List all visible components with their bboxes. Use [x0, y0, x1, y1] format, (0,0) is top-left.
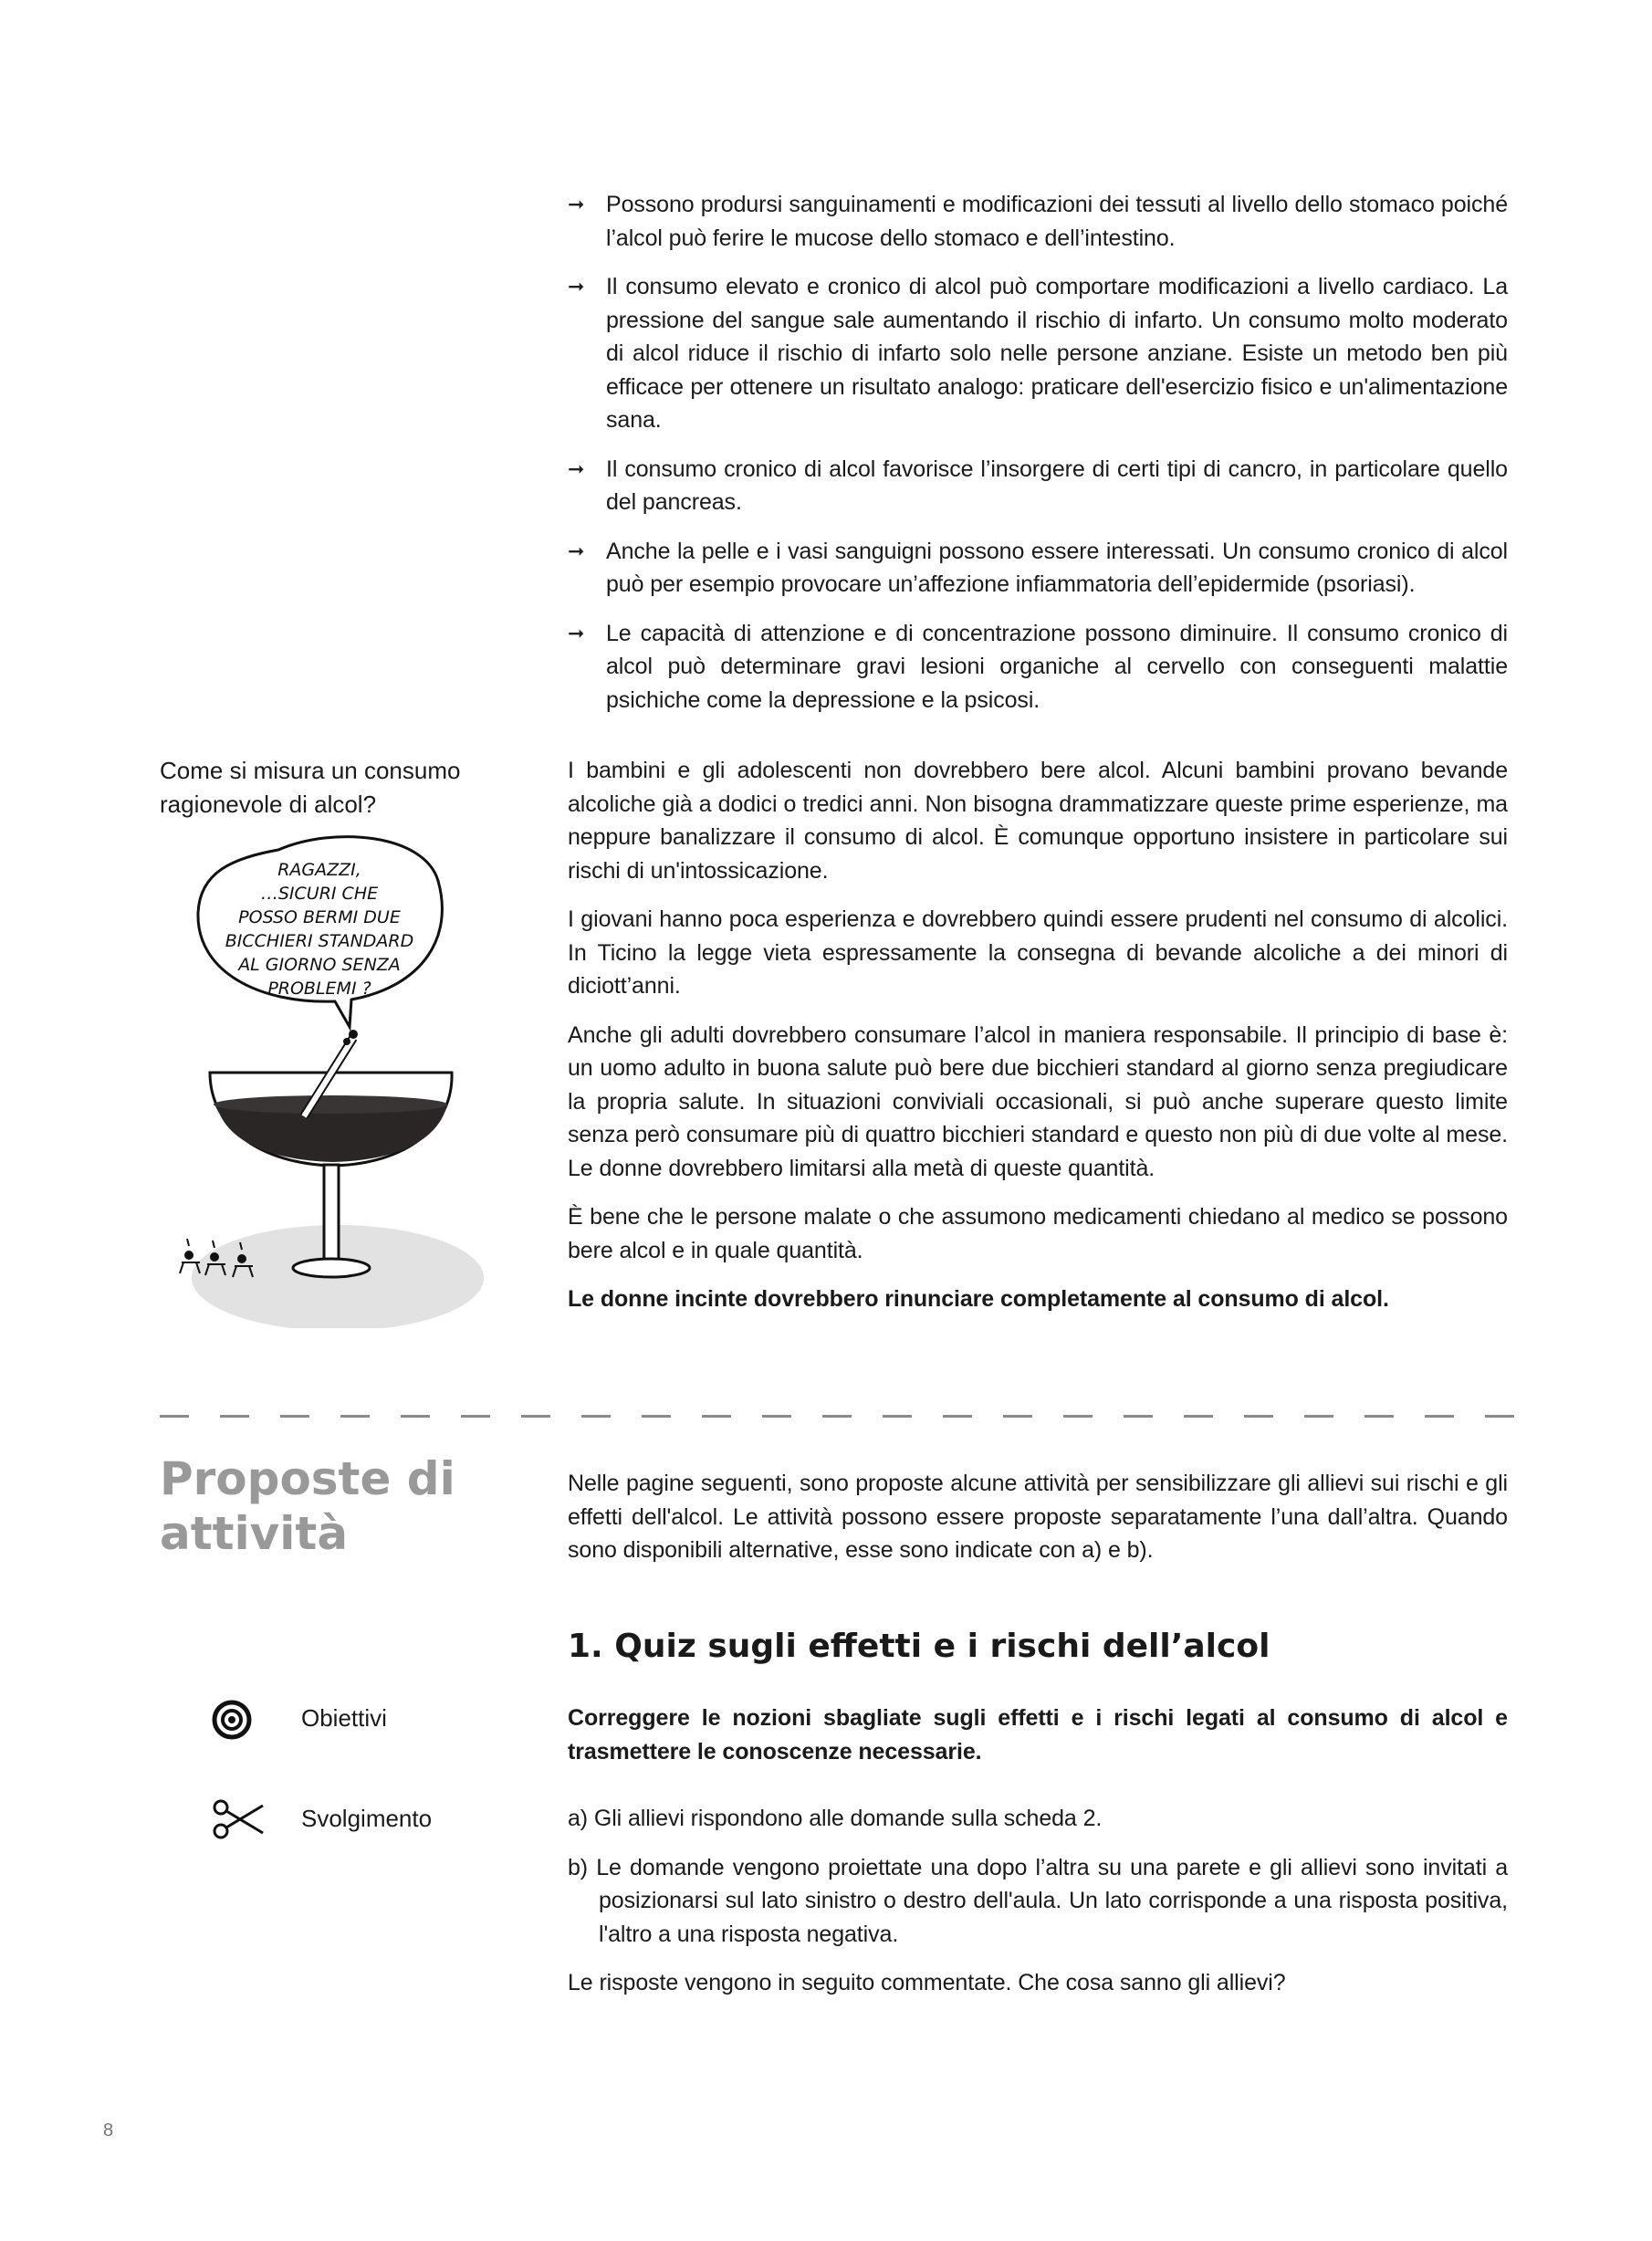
- objectives-label: Obiettivi: [301, 1704, 387, 1732]
- speech-line: PROBLEMI ?: [267, 979, 371, 999]
- page-number: 8: [103, 2121, 114, 2141]
- paragraph: I bambini e gli adolescenti non dovrebbero bere alcol. Alcuni bambini provano bevande alcoliche già a dodici o tredici anni. Non bisogna drammatizzare queste prime esperienze, ma neppure banalizzare il consumo di alcol. È comunque opportuno insistere in particolare sui rischi di un'intossicazione.: [568, 758, 1508, 884]
- bullet-item: ➞ Possono prodursi sanguinamenti e modificazioni dei tessuti al livello dello stomaco poiché l’alcol può ferire le mucose dello stomaco e dell’intestino.: [568, 188, 1508, 255]
- cartoon-illustration: [160, 826, 488, 1328]
- procedure-label: Svolgimento: [301, 1805, 433, 1832]
- arrow-icon: ➞: [568, 193, 585, 215]
- paragraph: È bene che le persone malate o che assumono medicamenti chiedano al medico se possono bere alcol e in quale quantità.: [568, 1204, 1508, 1263]
- target-icon: [212, 1700, 252, 1740]
- arrow-icon: ➞: [568, 275, 585, 298]
- bullet-item: ➞ Anche la pelle e i vasi sanguigni possono essere interessati. Un consumo cronico di alcol può per esempio provocare un’affezione infiammatoria dell’epidermide (psoriasi).: [568, 535, 1508, 602]
- paragraph: Anche gli adulti dovrebbero consumare l’alcol in maniera responsabile. Il principio di base è: un uomo adulto in buona salute può bere due bicchieri standard al giorno senza pregiudicare la propria salute. In situazioni conviviali occasionali, si può anche superare questo limite senza però consumare più di quattro bicchieri standard e questo non più di due volte al mese. Le donne dovrebbero limitarsi alla metà di queste quantità.: [568, 1021, 1508, 1181]
- procedure-step-b: b) Le domande vengono proiettate una dopo l’altra su una parete e gli allievi sono invitati a posizionarsi sul lato sinistro o destro dell'aula. Un lato corrisponde a una risposta positiva, l'altro a una risposta negativa.: [568, 1854, 1508, 1947]
- dashed-divider: [160, 1415, 1520, 1418]
- objectives-text: Correggere le nozioni sbagliate sugli effetti e i rischi legati al consumo di alcol e trasmettere le conoscenze necessarie.: [568, 1705, 1508, 1765]
- bullet-item: ➞ Il consumo cronico di alcol favorisce l’insorgere di certi tipi di cancro, in particolare quello del pancreas.: [568, 453, 1508, 519]
- procedure-block: [568, 1802, 1508, 2016]
- arrow-icon: ➞: [568, 539, 585, 562]
- procedure-step-a: a) Gli allievi rispondono alle domande sulla scheda 2.: [568, 1806, 1103, 1831]
- body-text: [568, 754, 1508, 1332]
- section-intro-block: [568, 1467, 1508, 1583]
- section-title: Proposte di attività: [160, 1452, 455, 1560]
- speech-line: BICCHIERI STANDARD: [225, 931, 414, 951]
- arrow-icon: ➞: [568, 621, 585, 644]
- procedure-closing: Le risposte vengono in seguito commentate. Che cosa sanno gli allievi?: [568, 1970, 1286, 1995]
- bold-statement: Le donne incinte dovrebbero rinunciare completamente al consumo di alcol.: [568, 1286, 1389, 1312]
- quiz-title: 1. Quiz sugli effetti e i rischi dell’alcol: [568, 1628, 1270, 1665]
- arrow-icon: ➞: [568, 456, 585, 480]
- objectives-block: [568, 1702, 1508, 1784]
- bullet-item: ➞ Il consumo elevato e cronico di alcol può comportare modificazioni a livello cardiaco. La pressione del sangue sale aumentando il rischio di infarto. Un consumo molto moderato di alcol riduce il rischio di infarto solo nelle persone anziane. Esiste un metodo ben più efficace per ottenere un risultato analogo: praticare dell'esercizio fisico e un'alimentazione sana.: [568, 270, 1508, 437]
- effects-bullet-list: [568, 188, 1508, 732]
- speech-line: RAGAZZI,: [277, 860, 361, 880]
- paragraph: I giovani hanno poca esperienza e dovrebbero quindi essere prudenti nel consumo di alcolici. In Ticino la legge vieta espressamente la consegna di bevande alcoliche a dei minori di diciott’anni.: [568, 906, 1508, 999]
- speech-line: AL GIORNO SENZA: [238, 955, 401, 975]
- scissors-icon: [212, 1798, 265, 1840]
- bullet-item: ➞ Le capacità di attenzione e di concentrazione possono diminuire. Il consumo cronico di alcol può determinare gravi lesioni organiche al cervello con conseguenti malattie psichiche come la depressione e la psicosi.: [568, 617, 1508, 717]
- speech-line: POSSO BERMI DUE: [238, 907, 401, 927]
- side-question: Come si misura un consumo ragionevole di alcol?: [160, 757, 461, 818]
- section-intro: Nelle pagine seguenti, sono proposte alcune attività per sensibilizzare gli allievi sui rischi e gli effetti dell'alcol. Le attività possono essere proposte separatamente l’una dall’altra. Quando sono disponibili alternative, esse sono indicate con a) e b).: [568, 1471, 1508, 1563]
- speech-line: …SICURI CHE: [260, 884, 379, 904]
